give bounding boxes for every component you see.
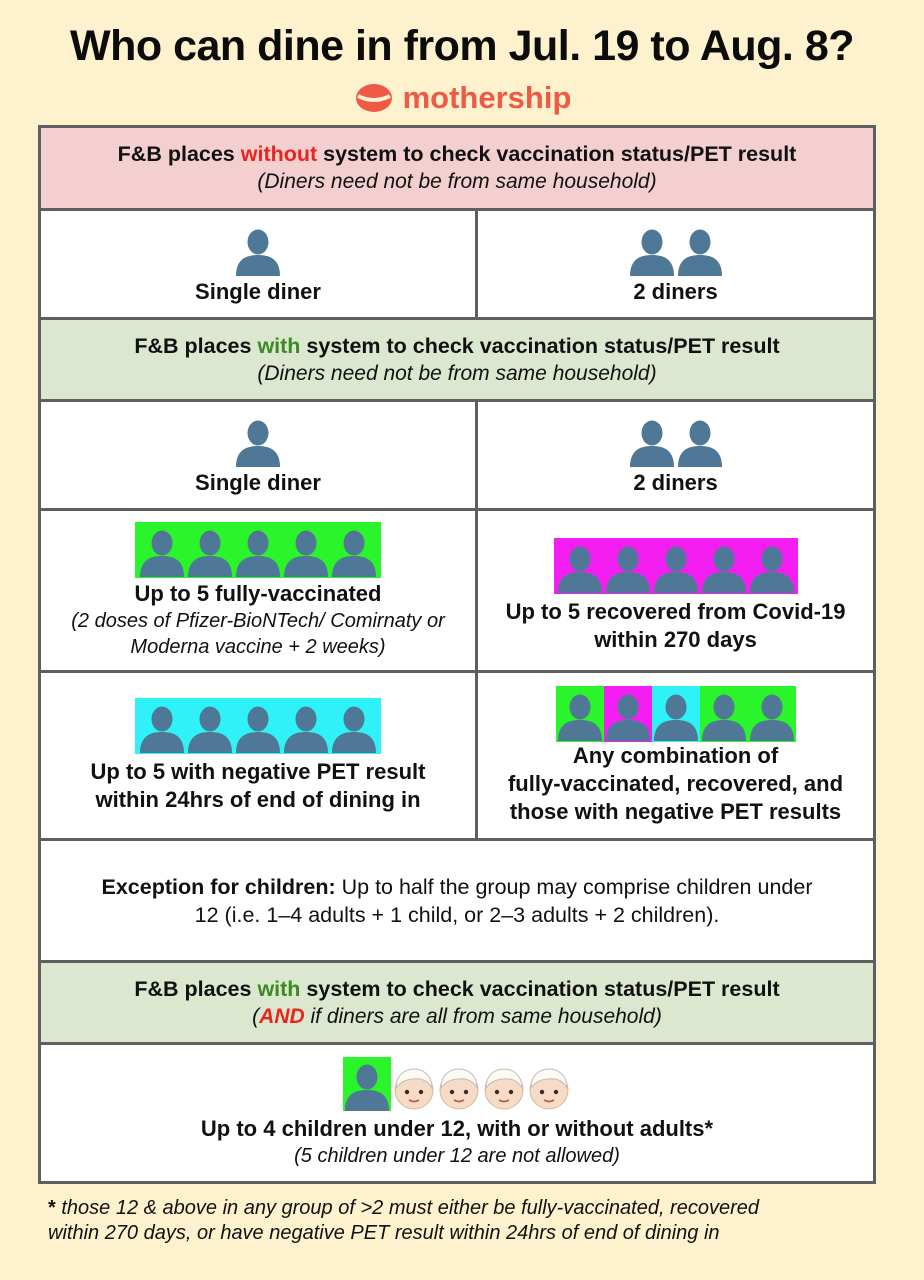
person-icon [138,526,186,578]
person-icon [234,702,282,754]
section-without-header [41,128,873,208]
children-label: Up to 4 children under 12, with or without adults* [200,1116,714,1141]
person-icon [330,702,378,754]
child-face-icon [392,1067,436,1111]
recovered-swatch [604,686,652,742]
person-icon [676,417,724,467]
children-icons [343,1057,571,1111]
with-emphasis: with [257,976,301,1001]
people-icons [628,417,724,467]
cell-two-diners-with [478,402,873,508]
mothership-lips-icon [353,82,395,114]
vaccinated-note-line2: Moderna vaccine + 2 weeks) [130,635,386,658]
footnote-line2: within 270 days, or have negative PET result within 24hrs of end of dining in [48,1222,720,1244]
person-icon [282,526,330,578]
cell-single-diner-without [41,211,475,317]
footnote-line1: * those 12 & above in any group of >2 must either be fully-vaccinated, recovered [48,1197,759,1219]
single-diner-label: Single diner [195,279,321,304]
combination-label-line2: fully-vaccinated, recovered, and [507,770,844,796]
person-icon [700,542,748,594]
person-icon [186,702,234,754]
section-household-header [41,963,873,1042]
person-icon [282,702,330,754]
recovered-label-line1: Up to 5 recovered from Covid-19 [505,598,846,624]
cell-negative-pet [41,673,475,838]
person-icon [234,226,282,276]
combination-label-line1: Any combination of [572,742,779,768]
brand-name: mothership [402,80,572,115]
exception-heading: Exception for children: [101,874,336,899]
person-icon [628,417,676,467]
negative-pet-label-line1: Up to 5 with negative PET result [90,758,426,784]
person-icon [604,542,652,594]
exception-line1: Exception for children: Up to half the group may comprise children under [101,874,813,899]
section-with-title: F&B places with system to check vaccination status/PET result [134,333,780,358]
person-icon [234,417,282,467]
person-icon [343,1061,391,1111]
person-icon [652,542,700,594]
without-emphasis: without [240,142,318,166]
cell-any-combination [478,673,873,838]
rules-table [38,125,876,1184]
children-note: (5 children under 12 are not allowed) [294,1145,620,1167]
person-icon [748,542,796,594]
people-icons [234,417,282,467]
vaccinated-swatch [343,1057,391,1111]
negative-pet-people-icons [135,698,381,754]
combination-label-line3: those with negative PET results [509,798,842,824]
person-icon [330,526,378,578]
cell-fully-vaccinated [41,511,475,670]
person-icon [652,690,700,742]
footnote [48,1196,888,1246]
vaccinated-note-line1: (2 doses of Pfizer-BioNTech/ Comirnaty or [71,609,445,632]
two-diners-label: 2 diners [633,470,718,495]
child-face-icon [527,1067,571,1111]
section-with-header [41,320,873,399]
people-icons [234,226,282,276]
vaccinated-people-icons [135,522,381,578]
person-icon [556,690,604,742]
person-icon [628,226,676,276]
person-icon [234,526,282,578]
two-diners-label: 2 diners [633,279,718,304]
negative-pet-label-line2: within 24hrs of end of dining in [95,786,421,812]
recovered-people-icons [554,538,798,594]
vaccinated-swatch [556,686,604,742]
recovered-label-line2: within 270 days [594,626,757,652]
vaccinated-swatch [700,686,748,742]
person-icon [138,702,186,754]
child-face-icon [437,1067,481,1111]
cell-single-diner-with [41,402,475,508]
person-icon [748,690,796,742]
section-without-subtitle: (Diners need not be from same household) [257,170,657,193]
section-household-title: F&B places with system to check vaccination status/PET result [134,976,780,1001]
with-emphasis: with [257,333,301,358]
negative-pet-swatch [652,686,700,742]
footnote-star: * [48,1197,56,1219]
combination-people-icons [556,686,796,742]
section-with-subtitle: (Diners need not be from same household) [257,361,657,385]
section-household-subtitle: (AND if diners are all from same household) [252,1004,662,1028]
person-icon [676,226,724,276]
page-title: Who can dine in from Jul. 19 to Aug. 8? [70,22,854,70]
single-diner-label: Single diner [195,470,321,495]
and-emphasis: AND [259,1004,305,1028]
person-icon [700,690,748,742]
child-face-icon [482,1067,526,1111]
vaccinated-swatch [748,686,796,742]
cell-children-exception [41,841,873,960]
person-icon [556,542,604,594]
section-without-title: F&B places without system to check vaccination status/PET result [117,142,797,166]
person-icon [186,526,234,578]
cell-recovered [478,511,873,670]
people-icons [628,226,724,276]
exception-line2: 12 (i.e. 1–4 adults + 1 child, or 2–3 adults + 2 children). [194,902,720,927]
vaccinated-label: Up to 5 fully-vaccinated [134,580,382,606]
cell-children-household [41,1045,873,1181]
person-icon [604,690,652,742]
cell-two-diners-without [478,211,873,317]
brand-logo [0,78,924,118]
